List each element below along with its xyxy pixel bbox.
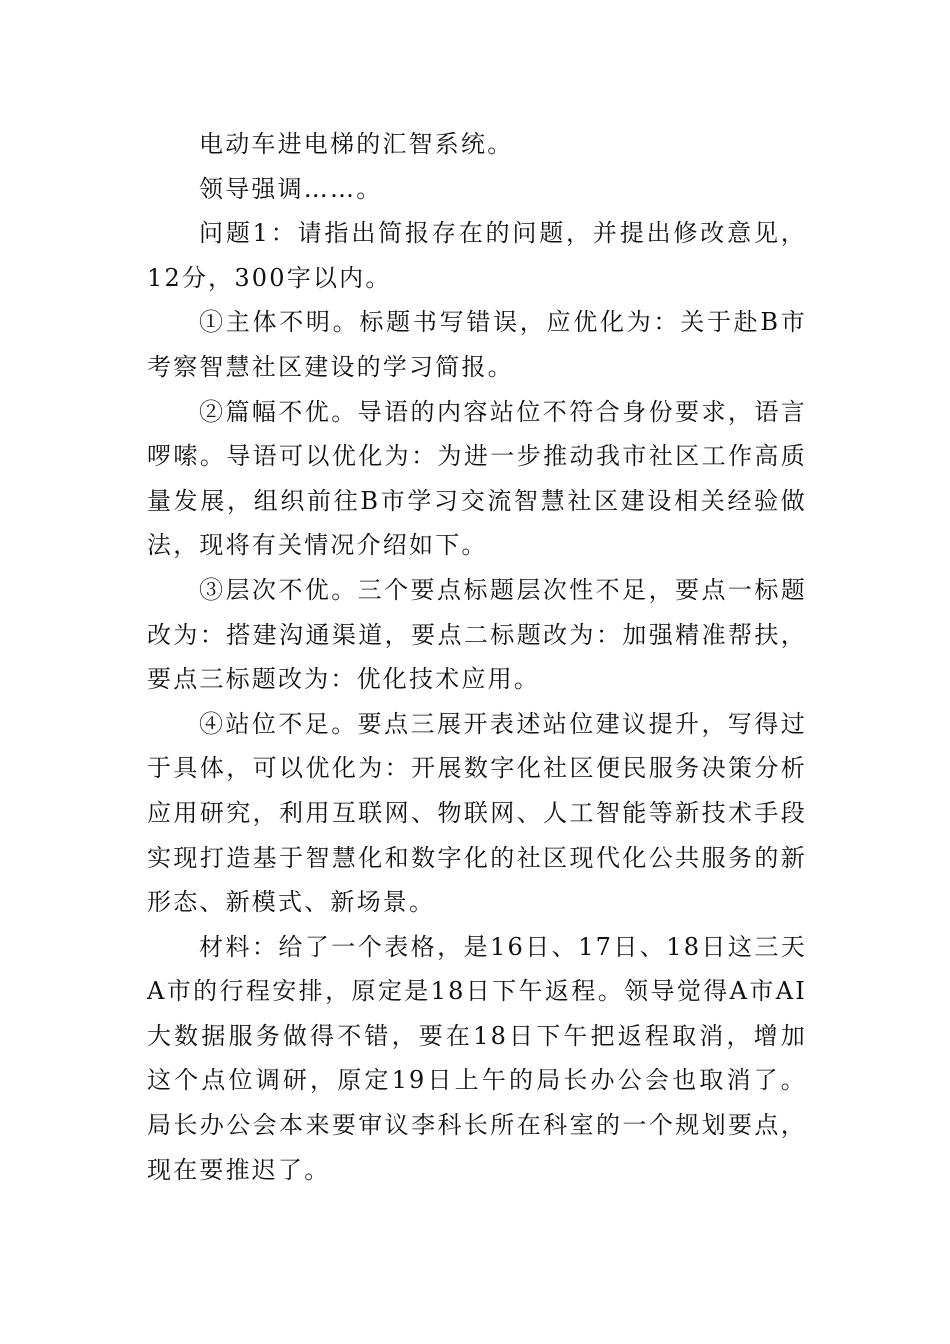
paragraph-material: 材料：给了一个表格，是16日、17日、18日这三天A市的行程安排，原定是18日下午返程。领导觉得A市AI大数据服务做得不错，要在18日下午把返程取消，增加这个点位调研，原定19日上午的局长办公会也取消了。局长办公会本来要审议李科长所在科室的一个规划要点，现在要推迟了。	[147, 932, 807, 1184]
paragraph-leader-emphasis: 领导强调……。	[199, 174, 383, 203]
paragraph-answer-1: ①主体不明。标题书写错误，应优化为：关于赴B市考察智慧社区建设的学习简报。	[147, 308, 807, 381]
paragraph-question-1: 问题1：请指出简报存在的问题，并提出修改意见，12分，300字以内。	[147, 219, 807, 292]
document-body	[147, 122, 807, 1192]
paragraph-answer-2: ②篇幅不优。导语的内容站位不符合身份要求，语言啰嗦。导语可以优化为：为进一步推动我市社区工作高质量发展，组织前往B市学习交流智慧社区建设相关经验做法，现将有关情况介绍如下。	[147, 397, 807, 560]
paragraph-answer-4: ④站位不足。要点三展开表述站位建议提升，写得过于具体，可以优化为：开展数字化社区便民服务决策分析应用研究，利用互联网、物联网、人工智能等新技术手段实现打造基于智慧化和数字化的社区现代化公共服务的新形态、新模式、新场景。	[147, 709, 807, 917]
paragraph-system-note: 电动车进电梯的汇智系统。	[199, 130, 514, 158]
paragraph-answer-3: ③层次不优。三个要点标题层次性不足，要点一标题改为：搭建沟通渠道，要点二标题改为：加强精准帮扶，要点三标题改为：优化技术应用。	[147, 575, 807, 694]
